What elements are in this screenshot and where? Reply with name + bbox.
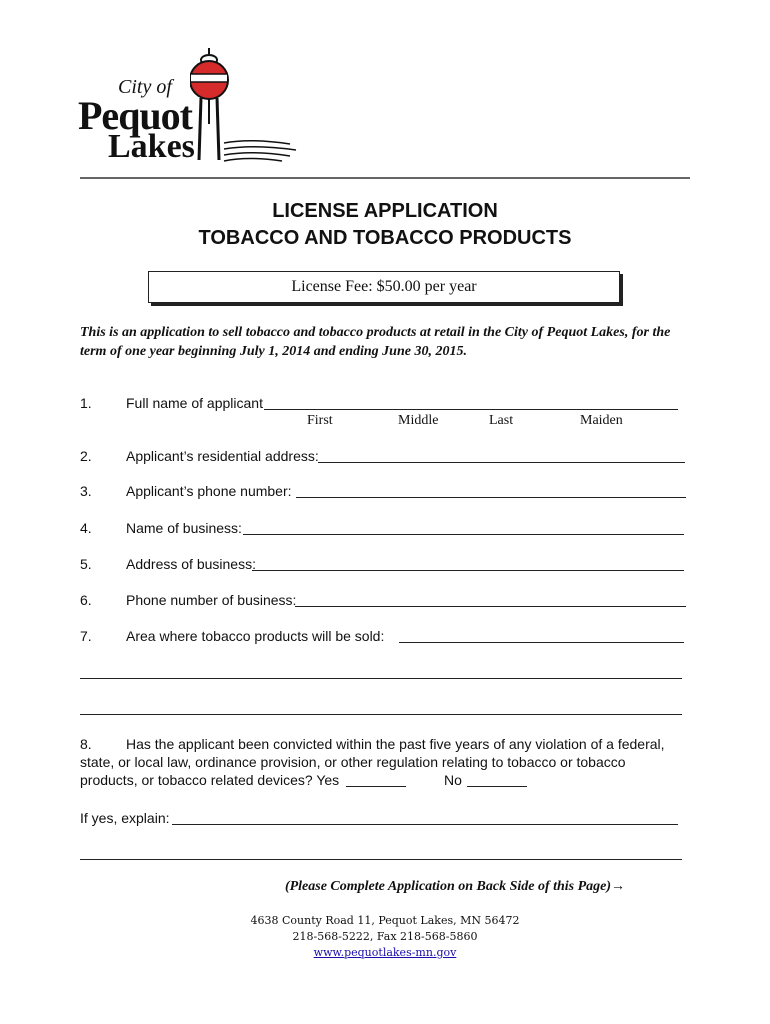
- question-8-line-3: products, or tobacco related devices? Yes: [80, 772, 340, 788]
- applicant-phone-field[interactable]: [296, 497, 686, 498]
- residential-address-label: Applicant’s residential address:: [126, 448, 319, 464]
- field-6-number: 6.: [80, 592, 92, 608]
- conviction-yes-field[interactable]: [346, 786, 406, 787]
- city-phone-fax: 218-568-5222, Fax 218-568-5860: [292, 930, 478, 943]
- no-label: No: [444, 772, 462, 788]
- sale-area-field-line-3[interactable]: [80, 714, 682, 715]
- field-1-number: 1.: [80, 395, 92, 411]
- explain-field-line-2[interactable]: [80, 859, 682, 860]
- residential-address-field[interactable]: [318, 462, 685, 463]
- logo-lakes-text: Lakes: [108, 128, 195, 165]
- field-3-number: 3.: [80, 483, 92, 499]
- business-name-label: Name of business:: [126, 520, 242, 536]
- header-divider: [80, 177, 690, 179]
- full-name-field[interactable]: [264, 409, 678, 410]
- business-address-field[interactable]: [252, 570, 684, 571]
- website-link[interactable]: www.pequotlakes-mn.gov: [313, 946, 457, 959]
- middle-name-caption: Middle: [398, 413, 439, 428]
- city-logo: [78, 48, 298, 168]
- back-side-note: (Please Complete Application on Back Side of this Page)→: [284, 879, 626, 894]
- last-name-caption: Last: [489, 413, 514, 428]
- logo-city-of-text: City of: [118, 76, 172, 98]
- business-address-label: Address of business:: [126, 556, 256, 572]
- first-name-caption: First: [307, 413, 333, 428]
- question-8-line-1: Has the applicant been convicted within the past five years of any violation of a federal,: [126, 736, 665, 752]
- sale-area-label: Area where tobacco products will be sold:: [126, 628, 385, 644]
- field-2-number: 2.: [80, 448, 92, 464]
- business-phone-label: Phone number of business:: [126, 592, 297, 608]
- city-address: 4638 County Road 11, Pequot Lakes, MN 56472: [250, 914, 520, 927]
- conviction-no-field[interactable]: [467, 786, 527, 787]
- field-4-number: 4.: [80, 520, 92, 536]
- question-8-number: 8.: [80, 736, 92, 752]
- page-title: LICENSE APPLICATION: [272, 200, 498, 222]
- sale-area-field-line-2[interactable]: [80, 678, 682, 679]
- business-phone-field[interactable]: [295, 606, 686, 607]
- maiden-name-caption: Maiden: [580, 413, 623, 428]
- full-name-label: Full name of applicant: [126, 395, 263, 411]
- license-fee-box: License Fee: $50.00 per year: [148, 271, 620, 303]
- sale-area-field[interactable]: [399, 642, 684, 643]
- applicant-phone-label: Applicant’s phone number:: [126, 483, 292, 499]
- water-tower-icon: [190, 48, 298, 166]
- field-7-number: 7.: [80, 628, 92, 644]
- intro-paragraph: This is an application to sell tobacco and tobacco products at retail in the City of Pequot Lakes, for the term of one year beginning July 1, 2014 and ending June 30, 2015.: [80, 325, 671, 359]
- question-8-line-2: state, or local law, ordinance provision, or other regulation relating to tobacco or tobacco: [80, 754, 626, 770]
- explain-field[interactable]: [172, 824, 678, 825]
- explain-label: If yes, explain:: [80, 810, 170, 826]
- logo-pequot-text: Pequot: [78, 93, 192, 138]
- page-subtitle: TOBACCO AND TOBACCO PRODUCTS: [198, 227, 572, 249]
- business-name-field[interactable]: [243, 534, 684, 535]
- field-5-number: 5.: [80, 556, 92, 572]
